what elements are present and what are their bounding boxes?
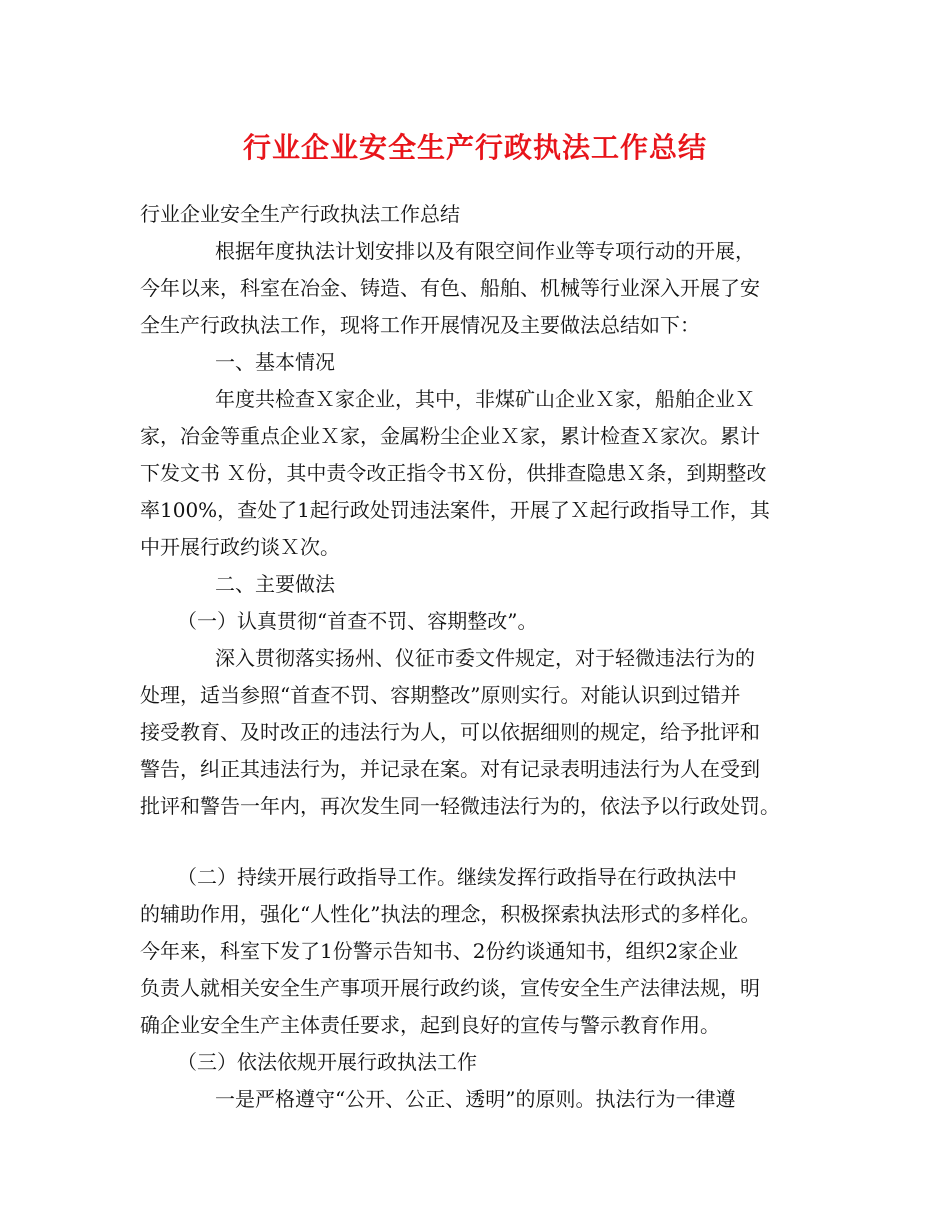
section-heading: 一、基本情况 xyxy=(215,350,335,374)
document-title: 行业企业安全生产行政执法工作总结 xyxy=(242,131,707,164)
document-body xyxy=(140,196,820,1118)
subsection-heading: （一）认真贯彻“首查不罚、容期整改”。 xyxy=(177,609,538,633)
paragraph-line: （二）持续开展行政指导工作。继续发挥行政指导在行政执法中 xyxy=(177,865,737,889)
paragraph-line: 的辅助作用，强化“人性化”执法的理念，积极探索执法形式的多样化。 xyxy=(140,902,761,926)
paragraph-line: 一是严格遵守“公开、公正、透明”的原则。执法行为一律遵 xyxy=(215,1087,736,1111)
paragraph-line: 年度共检查Ｘ家企业，其中，非煤矿山企业Ｘ家，船舶企业Ｘ xyxy=(215,387,755,411)
paragraph-line: 批评和警告一年内，再次发生同一轻微违法行为的，依法予以行政处罚。 xyxy=(140,794,780,818)
paragraph-line: 深入贯彻落实扬州、仪征市委文件规定，对于轻微违法行为的 xyxy=(215,646,755,670)
subtitle-line: 行业企业安全生产行政执法工作总结 xyxy=(140,202,460,226)
paragraph-line: 确企业安全生产主体责任要求，起到良好的宣传与警示教育作用。 xyxy=(140,1013,720,1037)
paragraph-line: 今年以来，科室在冶金、铸造、有色、船舶、机械等行业深入开展了安 xyxy=(140,276,760,300)
paragraph-line: 中开展行政约谈Ｘ次。 xyxy=(140,535,340,559)
paragraph-line: 处理，适当参照“首查不罚、容期整改”原则实行。对能认识到过错并 xyxy=(140,683,741,707)
paragraph-line: 负责人就相关安全生产事项开展行政约谈，宣传安全生产法律法规，明 xyxy=(140,976,760,1000)
paragraph-line: 警告，纠正其违法行为，并记录在案。对有记录表明违法行为人在受到 xyxy=(140,757,760,781)
section-heading: 二、主要做法 xyxy=(215,572,335,596)
paragraph-line: 根据年度执法计划安排以及有限空间作业等专项行动的开展， xyxy=(215,239,755,263)
paragraph-line: 接受教育、及时改正的违法行为人，可以依据细则的规定，给予批评和 xyxy=(140,720,760,744)
paragraph-line: 下发文书 Ｘ份，其中责令改正指令书Ｘ份，供排查隐患Ｘ条，到期整改 xyxy=(140,461,767,485)
paragraph-line: 全生产行政执法工作，现将工作开展情况及主要做法总结如下： xyxy=(140,313,700,337)
paragraph-line: 家，冶金等重点企业Ｘ家，金属粉尘企业Ｘ家，累计检查Ｘ家次。累计 xyxy=(140,424,760,448)
paragraph-gap xyxy=(140,825,820,859)
subsection-heading: （三）依法依规开展行政执法工作 xyxy=(177,1050,477,1074)
paragraph-line: 今年来，科室下发了1份警示告知书、2份约谈通知书，组织2家企业 xyxy=(140,939,739,963)
paragraph-line: 率100%，查处了1起行政处罚违法案件，开展了Ｘ起行政指导工作，其 xyxy=(140,498,770,522)
